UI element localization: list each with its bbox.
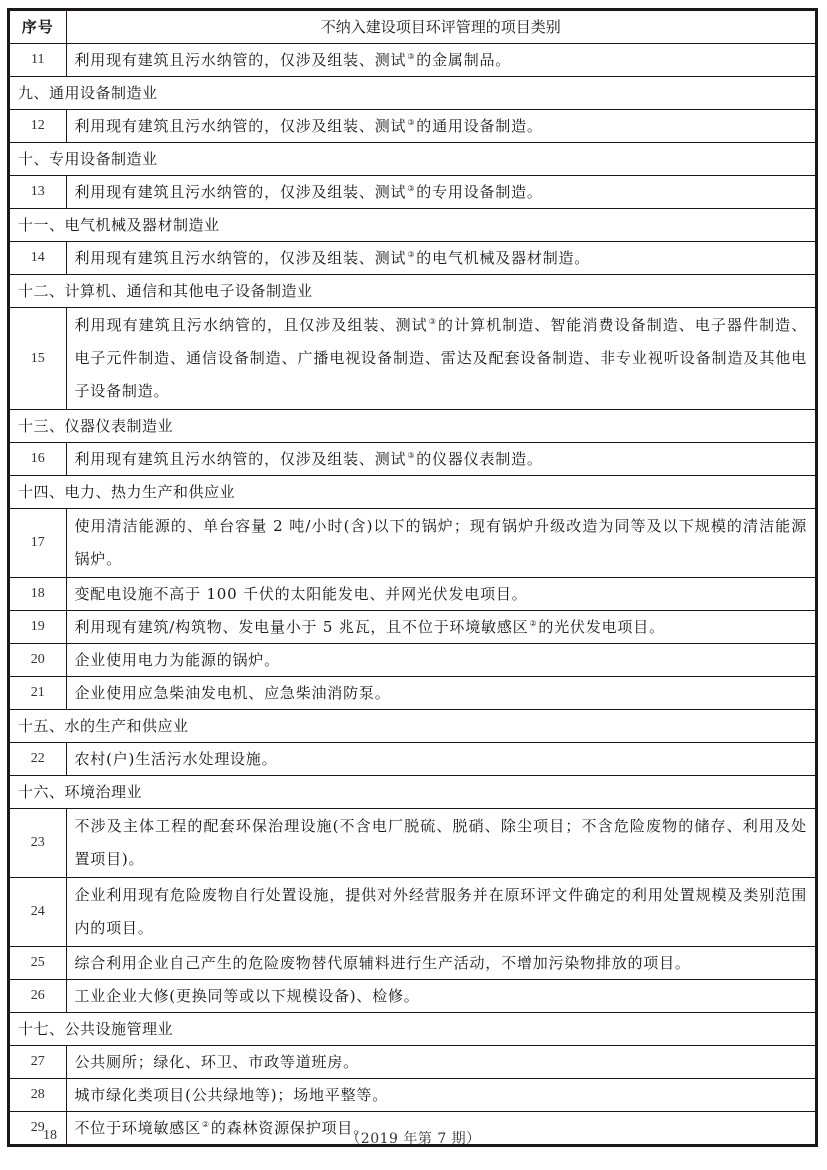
description-text: 城市绿化类项目(公共绿地等)；场地平整等。	[74, 1086, 389, 1104]
description-text: 的计算机制造、智能消费设备制造、电子器件制造、电子元件制造、通信设备制造、广播电视设备制造、雷达及配套设备制造、非专业视听设备制造及其他电子设备制造。	[74, 316, 807, 400]
description-text: 不涉及主体工程的配套环保治理设施(不含电厂脱硫、脱硝、除尘项目；不含危险废物的储存、利用及处置项目)。	[74, 817, 807, 868]
row-description	[66, 644, 815, 677]
description-text: 利用现有建筑且污水纳管的，仅涉及组装、测试	[74, 117, 407, 135]
table-row	[10, 509, 815, 578]
row-number: 23	[10, 809, 66, 878]
description-text: 的专用设备制造。	[416, 183, 543, 201]
row-description	[66, 743, 815, 776]
table-row	[10, 578, 815, 611]
table-row	[10, 677, 815, 710]
section-title: 十二、计算机、通信和其他电子设备制造业	[10, 275, 815, 308]
table-row	[10, 443, 815, 476]
row-description	[66, 176, 815, 209]
row-description	[66, 1046, 815, 1079]
row-number: 21	[10, 677, 66, 710]
row-description	[66, 110, 815, 143]
description-text: 不位于环境敏感区	[74, 1119, 201, 1137]
row-number: 27	[10, 1046, 66, 1079]
row-number: 16	[10, 443, 66, 476]
section-title: 十五、水的生产和供应业	[10, 710, 815, 743]
table-row	[10, 644, 815, 677]
row-description	[66, 44, 815, 77]
table-body	[10, 44, 815, 1145]
description-text: 的电气机械及器材制造。	[416, 249, 591, 267]
table-row	[10, 980, 815, 1013]
footnote-marker: ③	[407, 52, 416, 61]
description-text: 企业使用应急柴油发电机、应急柴油消防泵。	[74, 684, 391, 702]
row-description	[66, 677, 815, 710]
section-title: 十一、电气机械及器材制造业	[10, 209, 815, 242]
section-row	[10, 776, 815, 809]
row-description	[66, 980, 815, 1013]
description-text: 的光伏发电项目。	[538, 618, 665, 636]
header-number: 序号	[10, 11, 66, 44]
table-row	[10, 809, 815, 878]
table-row	[10, 611, 815, 644]
table-row	[10, 44, 815, 77]
row-number: 11	[10, 44, 66, 77]
header-category: 不纳入建设项目环评管理的项目类别	[66, 11, 815, 44]
row-description	[66, 242, 815, 275]
description-text: 利用现有建筑且污水纳管的，仅涉及组装、测试	[74, 450, 407, 468]
footnote-marker: ③	[407, 118, 416, 127]
row-number: 26	[10, 980, 66, 1013]
description-text: 变配电设施不高于 100 千伏的太阳能发电、并网光伏发电项目。	[74, 585, 528, 603]
section-row	[10, 476, 815, 509]
section-row	[10, 710, 815, 743]
row-number: 19	[10, 611, 66, 644]
row-number: 14	[10, 242, 66, 275]
project-category-table	[7, 8, 818, 1147]
row-number: 12	[10, 110, 66, 143]
row-description	[66, 947, 815, 980]
table-header-row	[10, 11, 815, 44]
section-title: 九、通用设备制造业	[10, 77, 815, 110]
description-text: 的仪器仪表制造。	[416, 450, 543, 468]
table-row	[10, 1046, 815, 1079]
row-number: 20	[10, 644, 66, 677]
table-row	[10, 176, 815, 209]
row-number: 28	[10, 1079, 66, 1112]
section-title: 十三、仪器仪表制造业	[10, 410, 815, 443]
row-description	[66, 611, 815, 644]
description-text: 利用现有建筑/构筑物、发电量小于 5 兆瓦，且不位于环境敏感区	[74, 618, 529, 636]
description-text: 使用清洁能源的、单台容量 2 吨/小时(含)以下的锅炉；现有锅炉升级改造为同等及以下规模的清洁能源锅炉。	[74, 517, 807, 568]
table-row	[10, 308, 815, 410]
table-row	[10, 242, 815, 275]
section-title: 十四、电力、热力生产和供应业	[10, 476, 815, 509]
description-text: 利用现有建筑且污水纳管的，且仅涉及组装、测试	[74, 316, 428, 334]
page-number: 18	[43, 1128, 57, 1143]
footnote-marker: ③	[428, 317, 437, 326]
row-number: 29	[10, 1112, 66, 1145]
footnote-marker: ③	[407, 184, 416, 193]
description-text: 的森林资源保护项目。	[210, 1119, 369, 1137]
row-description	[66, 443, 815, 476]
row-number: 17	[10, 509, 66, 578]
section-title: 十、专用设备制造业	[10, 143, 815, 176]
description-text: 工业企业大修(更换同等或以下规模设备)、检修。	[74, 987, 420, 1005]
section-title: 十七、公共设施管理业	[10, 1013, 815, 1046]
row-description	[66, 878, 815, 947]
issue-label: （2019 年第 7 期）	[346, 1131, 481, 1147]
row-description	[66, 1079, 815, 1112]
section-row	[10, 143, 815, 176]
section-row	[10, 275, 815, 308]
table-row	[10, 743, 815, 776]
row-number: 22	[10, 743, 66, 776]
row-description	[66, 578, 815, 611]
description-text: 的通用设备制造。	[416, 117, 543, 135]
table-row	[10, 110, 815, 143]
description-text: 利用现有建筑且污水纳管的，仅涉及组装、测试	[74, 249, 407, 267]
table-row	[10, 1079, 815, 1112]
row-number: 25	[10, 947, 66, 980]
description-text: 公共厕所；绿化、环卫、市政等道班房。	[74, 1053, 359, 1071]
description-text: 的金属制品。	[416, 51, 512, 69]
table-row	[10, 947, 815, 980]
section-row	[10, 77, 815, 110]
section-row	[10, 410, 815, 443]
footnote-marker: ②	[201, 1120, 210, 1129]
description-text: 综合利用企业自己产生的危险废物替代原辅料进行生产活动，不增加污染物排放的项目。	[74, 954, 691, 972]
section-row	[10, 1013, 815, 1046]
row-description	[66, 809, 815, 878]
section-title: 十六、环境治理业	[10, 776, 815, 809]
row-number: 13	[10, 176, 66, 209]
table-row	[10, 878, 815, 947]
row-number: 18	[10, 578, 66, 611]
row-number: 15	[10, 308, 66, 410]
footnote-marker: ③	[407, 451, 416, 460]
description-text: 利用现有建筑且污水纳管的，仅涉及组装、测试	[74, 183, 407, 201]
description-text: 企业使用电力为能源的锅炉。	[74, 651, 280, 669]
row-description	[66, 308, 815, 410]
description-text: 企业利用现有危险废物自行处置设施，提供对外经营服务并在原环评文件确定的利用处置规模及类别范围内的项目。	[74, 886, 807, 937]
row-description	[66, 509, 815, 578]
footnote-marker: ②	[529, 619, 538, 628]
description-text: 农村(户)生活污水处理设施。	[74, 750, 278, 768]
description-text: 利用现有建筑且污水纳管的，仅涉及组装、测试	[74, 51, 407, 69]
row-number: 24	[10, 878, 66, 947]
section-row	[10, 209, 815, 242]
footnote-marker: ③	[407, 250, 416, 259]
